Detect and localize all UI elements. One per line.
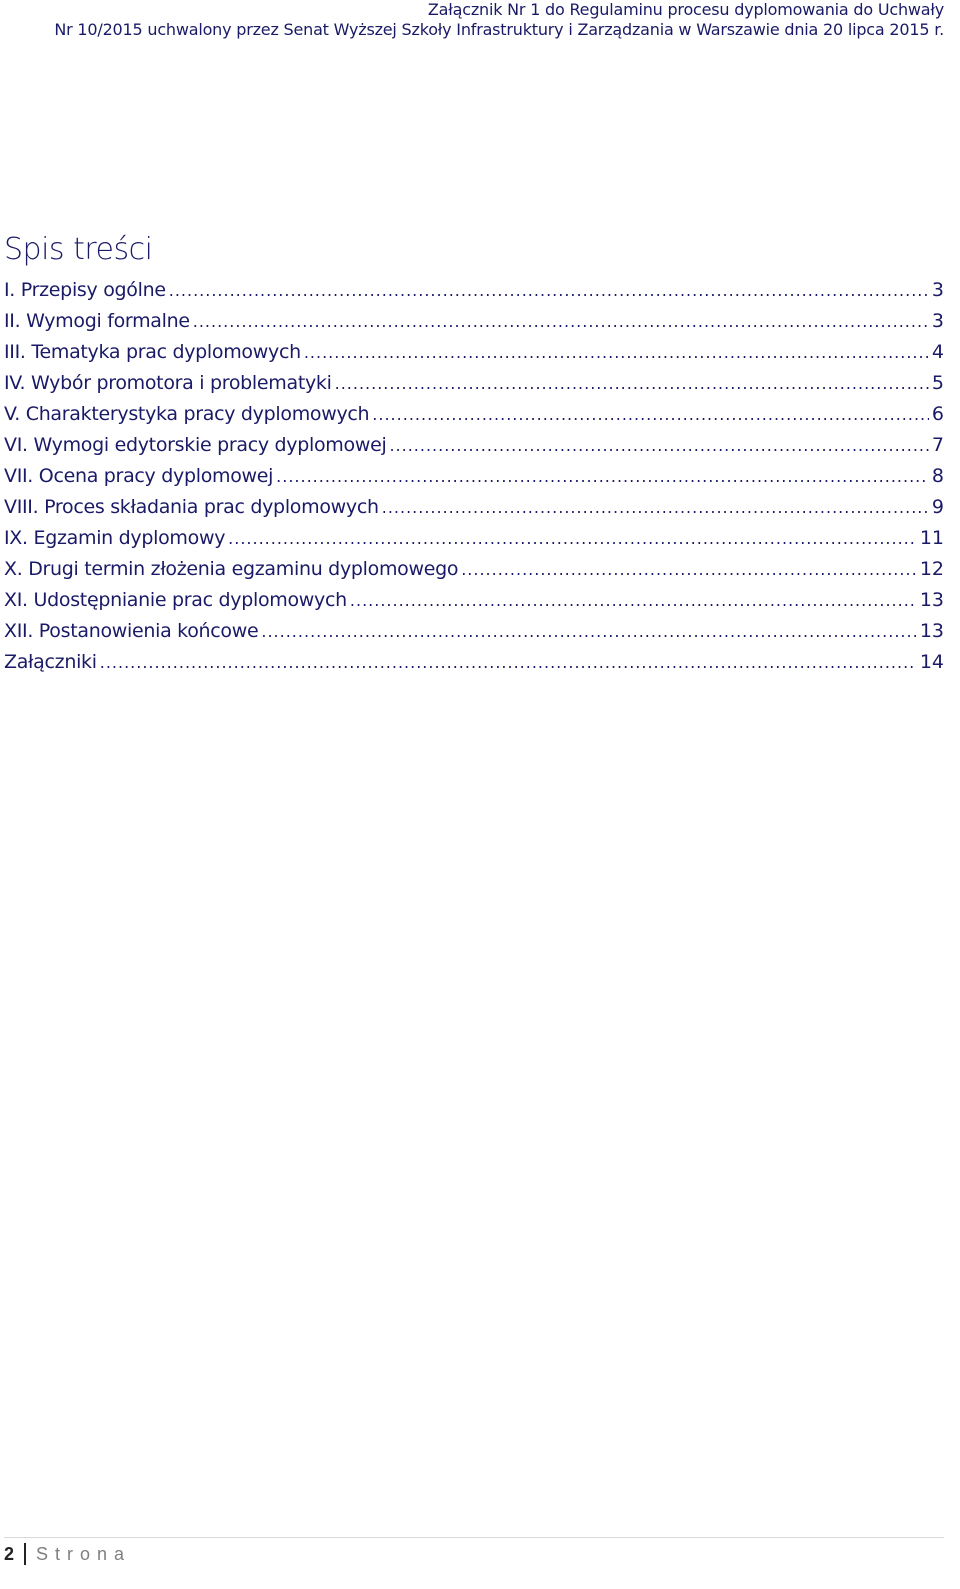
toc-entry[interactable]: [4, 558, 944, 589]
toc-entry-page: 5: [931, 372, 944, 394]
toc-entry[interactable]: [4, 434, 944, 465]
toc-leader-dots: [382, 498, 929, 517]
footer-separator: [24, 1543, 26, 1565]
toc-entry[interactable]: [4, 496, 944, 527]
toc-entry-page: 7: [931, 434, 944, 456]
toc-entry[interactable]: [4, 651, 944, 682]
page-number: 2: [4, 1543, 15, 1564]
toc-entry-label: III. Tematyka prac dyplomowych: [4, 341, 301, 363]
page-header: [54, 0, 944, 40]
toc-entry[interactable]: [4, 341, 944, 372]
page-footer: [4, 1543, 131, 1565]
toc-entry-page: 6: [931, 403, 944, 425]
toc-entry-label: V. Charakterystyka pracy dyplomowych: [4, 403, 370, 425]
toc-entry[interactable]: [4, 403, 944, 434]
toc-entry[interactable]: [4, 372, 944, 403]
toc-leader-dots: [350, 591, 917, 610]
toc-entry-label: II. Wymogi formalne: [4, 310, 190, 332]
toc-entry[interactable]: [4, 589, 944, 620]
toc-leader-dots: [169, 281, 929, 300]
toc-entry-page: 12: [919, 558, 944, 580]
toc-leader-dots: [276, 467, 929, 486]
toc-entry-label: I. Przepisy ogólne: [4, 279, 166, 301]
toc-entry-label: VIII. Proces składania prac dyplomowych: [4, 496, 379, 518]
toc-leader-dots: [100, 653, 917, 672]
header-line-1: Załącznik Nr 1 do Regulaminu procesu dyplomowania do Uchwały: [427, 0, 944, 19]
table-of-contents: [4, 279, 944, 682]
toc-leader-dots: [389, 436, 928, 455]
toc-entry-page: 9: [931, 496, 944, 518]
toc-entry-page: 13: [919, 589, 944, 611]
header-line-2: Nr 10/2015 uchwalony przez Senat Wyższej Szkoły Infrastruktury i Zarządzania w Warszawie dnia 20 lipca 2015 r.: [54, 20, 944, 39]
toc-entry[interactable]: [4, 527, 944, 558]
toc-entry[interactable]: [4, 279, 944, 310]
toc-entry-label: X. Drugi termin złożenia egzaminu dyplomowego: [4, 558, 459, 580]
toc-entry-label: XII. Postanowienia końcowe: [4, 620, 259, 642]
toc-entry-label: VI. Wymogi edytorskie pracy dyplomowej: [4, 434, 387, 456]
toc-entry[interactable]: [4, 620, 944, 651]
toc-entry[interactable]: [4, 310, 944, 341]
toc-entry[interactable]: [4, 465, 944, 496]
toc-leader-dots: [372, 405, 929, 424]
toc-entry-page: 4: [931, 341, 944, 363]
toc-entry-label: Załączniki: [4, 651, 97, 673]
toc-entry-page: 11: [919, 527, 944, 549]
toc-entry-label: VII. Ocena pracy dyplomowej: [4, 465, 274, 487]
page-word: Strona: [36, 1543, 132, 1564]
toc-leader-dots: [304, 343, 929, 362]
toc-leader-dots: [461, 560, 917, 579]
toc-entry-page: 3: [931, 310, 944, 332]
footer-divider: [4, 1537, 944, 1538]
toc-entry-label: IV. Wybór promotora i problematyki: [4, 372, 332, 394]
toc-title: Spis treści: [4, 232, 153, 267]
toc-entry-page: 3: [931, 279, 944, 301]
toc-entry-page: 8: [931, 465, 944, 487]
toc-leader-dots: [228, 529, 917, 548]
toc-leader-dots: [335, 374, 929, 393]
toc-leader-dots: [261, 622, 916, 641]
toc-entry-page: 14: [919, 651, 944, 673]
toc-entry-page: 13: [919, 620, 944, 642]
toc-entry-label: XI. Udostępnianie prac dyplomowych: [4, 589, 347, 611]
toc-leader-dots: [193, 312, 929, 331]
toc-entry-label: IX. Egzamin dyplomowy: [4, 527, 226, 549]
